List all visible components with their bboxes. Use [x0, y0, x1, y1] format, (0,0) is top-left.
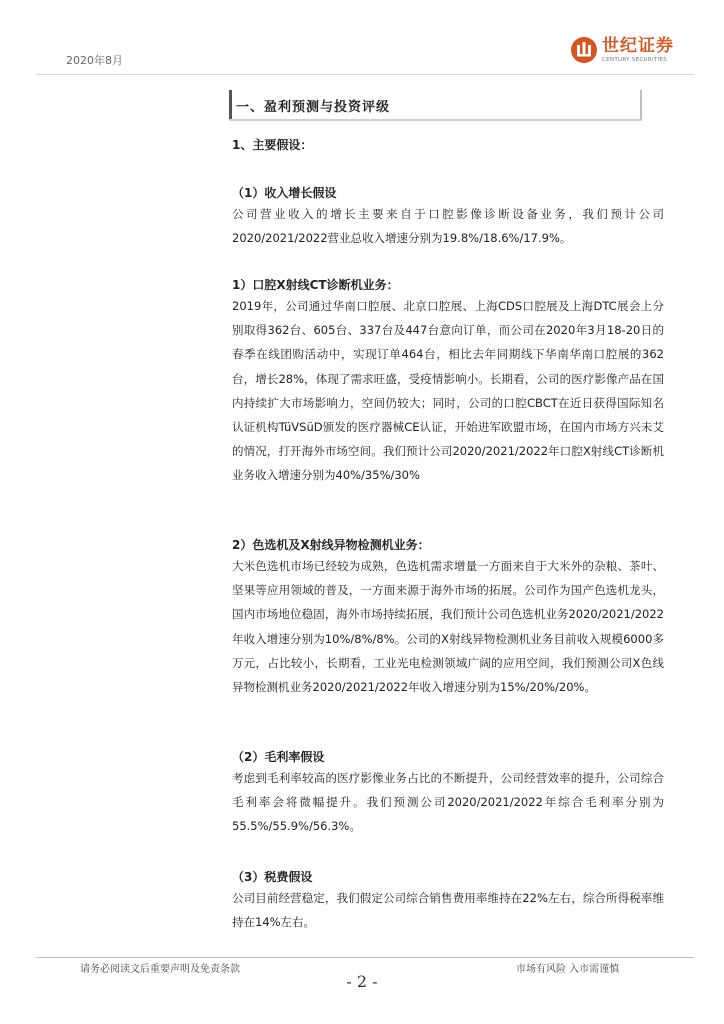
footer-divider	[36, 957, 694, 958]
paragraph-revenue: 公司营业收入的增长主要来自于口腔影像诊断设备业务，我们预计公司2020/2021/2022营业总收入增速分别为19.8%/18.6%/17.9%。	[232, 207, 664, 246]
heading-revenue-assumption: （1）收入增长假设	[232, 186, 337, 200]
section-title: 一、盈利预测与投资评级	[236, 100, 391, 115]
section-title-shadow	[229, 119, 642, 121]
header-divider	[36, 74, 694, 75]
header-date: 2020年8月	[66, 54, 123, 67]
company-logo	[570, 36, 674, 64]
heading-color-sorter: 2）色选机及X射线异物检测机业务：	[232, 538, 430, 552]
logo-chinese-name: 世纪证券	[602, 35, 674, 56]
heading-main-assumptions: 1、主要假设：	[232, 138, 313, 152]
paragraph-tax: 公司目前经营稳定，我们假定公司综合销售费用率维持在22%左右，综合所得税率维持在14%左右。	[232, 891, 664, 930]
heading-dental-ct: 1）口腔X射线CT诊断机业务：	[232, 278, 399, 292]
logo-english-name: CENTURY SECURITIES	[602, 56, 668, 63]
heading-gross-margin: （2）毛利率假设	[232, 750, 325, 764]
footer-disclaimer: 请务必阅读文后重要声明及免责条款	[80, 964, 240, 975]
paragraph-dental-ct: 2019年，公司通过华南口腔展、北京口腔展、上海CDS口腔展及上海DTC展会上分别取得362台、605台、337台及447台意向订单，而公司在2020年3月18-20日的春季在线团购活动中，实现订单464台，相比去年同期线下华南华南口腔展的362台，增长28%，体现了需求旺盛，受疫情影响小。长期看，公司的医疗影像产品在国内持续扩大市场影响力，空间仍较大；同时，公司的口腔CBCT在近日获得国际知名认证机构TüVSüD颁发的医疗器械CE认证，开始进军欧盟市场，在国内市场方兴未艾的情况，打开海外市场空间。我们预计公司2020/2021/2022年口腔X射线CT诊断机业务收入增速分别为40%/35%/30%	[232, 299, 664, 483]
footer-risk-notice: 市场有风险 入市需谨慎	[516, 964, 620, 975]
century-securities-logo-icon	[570, 36, 598, 64]
paragraph-gross-margin: 考虑到毛利率较高的医疗影像业务占比的不断提升，公司经营效率的提升，公司综合毛利率会将微幅提升。我们预测公司2020/2021/2022年综合毛利率分别为55.5%/55.9%/56.3%。	[232, 771, 664, 834]
heading-tax: （3）税费假设	[232, 870, 313, 884]
paragraph-color-sorter: 大米色选机市场已经较为成熟，色选机需求增量一方面来自于大米外的杂粮、茶叶、坚果等应用领域的普及，一方面来源于海外市场的拓展。公司作为国产色选机龙头，国内市场地位稳固，海外市场持续拓展，我们预计公司色选机业务2020/2021/2022年收入增速分别为10%/8%/8%。公司的X射线异物检测机业务目前收入规模6000多万元，占比较小，长期看，工业光电检测领域广阔的应用空间，我们预测公司X色线异物检测机业务2020/2021/2022年收入增速分别为15%/20%/20%。	[232, 559, 664, 695]
page-number: - 2 -	[346, 972, 378, 991]
